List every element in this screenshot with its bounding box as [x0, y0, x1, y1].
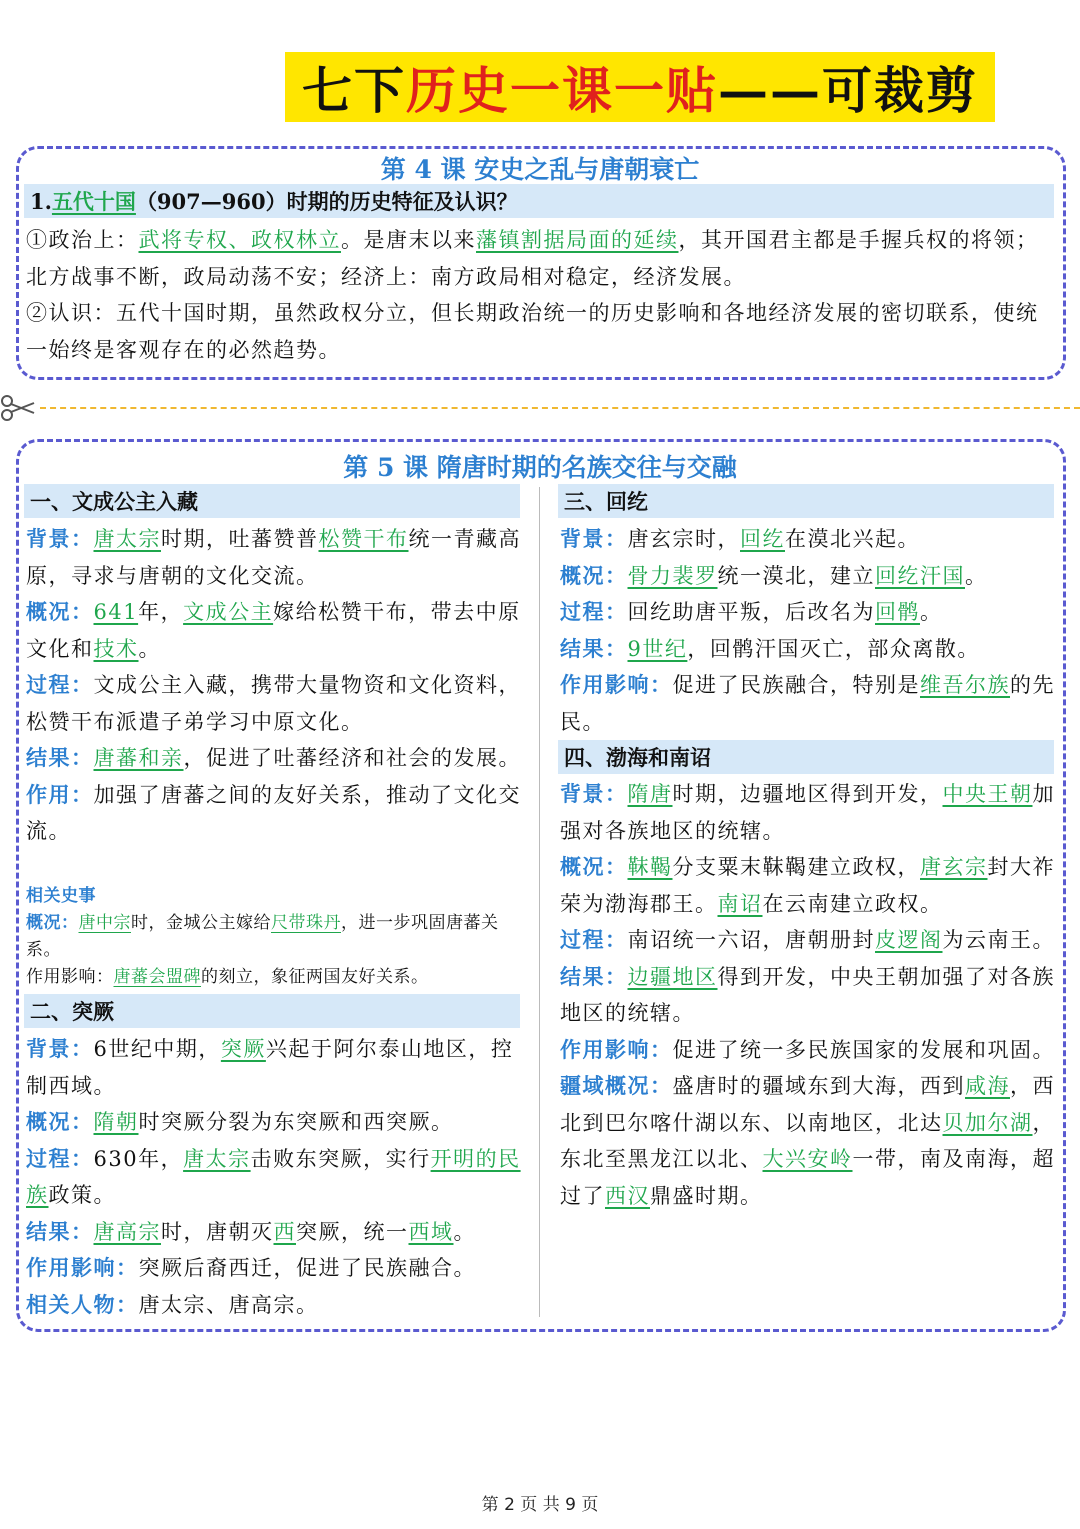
section3-heading: 三、回纥 [558, 484, 1054, 518]
page-title-banner [285, 52, 995, 122]
section2-body [26, 1031, 522, 1323]
section3-overview: 概况：骨力裴罗统一漠北，建立回纥汗国。 [560, 562, 988, 588]
section4-overview: 概况：靺鞨分支粟末靺鞨建立政权，唐玄宗封大祚荣为渤海郡王。南诏在云南建立政权。 [560, 854, 1055, 916]
section1-effect: 作用：加强了唐蕃之间的友好关系，推动了文化交流。 [26, 781, 521, 843]
section4-background: 背景：隋唐时期，边疆地区得到开发，中央王朝加强对各族地区的统辖。 [560, 781, 1055, 843]
lesson4-title: 第 4 课 安史之乱与唐朝衰亡 [340, 150, 740, 182]
section1-body [26, 521, 522, 850]
page-title: 七下历史一课一贴——可裁剪 [302, 61, 978, 120]
section4-process: 过程：南诏统一六诏，唐朝册封皮逻阁为云南王。 [560, 927, 1055, 952]
lesson4-point2: ②认识：五代十国时期，虽然政权分立，但长期政治统一的历史影响和各地经济发展的密切联系，使统一始终是客观存在的必然趋势。 [26, 301, 1039, 362]
section2-people: 相关人物：唐太宗、唐高宗。 [26, 1291, 319, 1317]
section4-body [560, 776, 1056, 1214]
section2-background: 背景：6世纪中期，突厥兴起于阿尔泰山地区，控制西域。 [26, 1036, 514, 1098]
section4-effect: 作用影响：促进了统一多民族国家的发展和巩固。 [560, 1036, 1055, 1062]
lesson4-question: 1. 五代十国 （907—960）时期的历史特征及认识？ [24, 184, 1054, 218]
section3-process: 过程：回纥助唐平叛，后改名为回鹘。 [560, 599, 943, 624]
section3-effect: 作用影响：促进了民族融合，特别是维吾尔族的先民。 [560, 672, 1055, 734]
section1-overview: 概况：641年，文成公主嫁给松赞干布，带去中原文化和技术。 [26, 599, 521, 661]
section2-process: 过程：630年，唐太宗击败东突厥，实行开明的民族政策。 [26, 1145, 521, 1207]
section4-territory: 疆域概况：盛唐时的疆域东到大海，西到咸海，西北到巴尔喀什湖以东、以南地区，北达贝加尔湖，东北至黑龙江以北、大兴安岭一带，南及南海，超过了西汉鼎盛时期。 [560, 1073, 1055, 1208]
section3-background: 背景：唐玄宗时，回纥在漠北兴起。 [560, 526, 920, 551]
section1-background: 背景：唐太宗时期，吐蕃赞普松赞干布统一青藏高原，寻求与唐朝的文化交流。 [26, 526, 521, 588]
section4-heading: 四、渤海和南诏 [558, 740, 1054, 774]
cut-line [40, 407, 1080, 409]
section1-related: 相关史事 概况：唐中宗时，金城公主嫁给尺带珠丹，进一步巩固唐蕃关系。 作用影响：唐蕃会盟碑的刻立，象征两国友好关系。 [26, 886, 499, 987]
page-number: 第 2 页 共 9 页 [481, 1495, 599, 1515]
section3-body [560, 521, 1056, 740]
section1-process: 过程：文成公主入藏，携带大量物资和文化资料，松赞干布派遣子弟学习中原文化。 [26, 672, 521, 734]
section4-result: 结果：边疆地区得到开发，中央王朝加强了对各族地区的统辖。 [560, 963, 1055, 1025]
section1-result: 结果：唐蕃和亲，促进了吐蕃经济和社会的发展。 [26, 745, 521, 770]
lesson5-title: 第 5 课 隋唐时期的名族交往与交融 [300, 448, 780, 480]
section2-overview: 概况：隋朝时突厥分裂为东突厥和西突厥。 [26, 1109, 454, 1134]
lesson4-point1: ①政治上：武将专权、政权林立。是唐末以来藩镇割据局面的延续，其开国君主都是手握兵权的将领；北方战事不断，政局动荡不安；经济上：南方政局相对稳定，经济发展。 [26, 228, 1039, 289]
section2-result: 结果：唐高宗时，唐朝灭西突厥，统一西域。 [26, 1218, 476, 1244]
section3-result: 结果：9世纪，回鹘汗国灭亡，部众离散。 [560, 635, 980, 661]
section1-heading: 一、文成公主入藏 [24, 484, 520, 518]
scissors-icon [0, 393, 36, 423]
section2-effect: 作用影响：突厥后裔西迁，促进了民族融合。 [26, 1255, 476, 1280]
column-divider [539, 487, 540, 1317]
section2-heading: 二、突厥 [24, 994, 520, 1028]
